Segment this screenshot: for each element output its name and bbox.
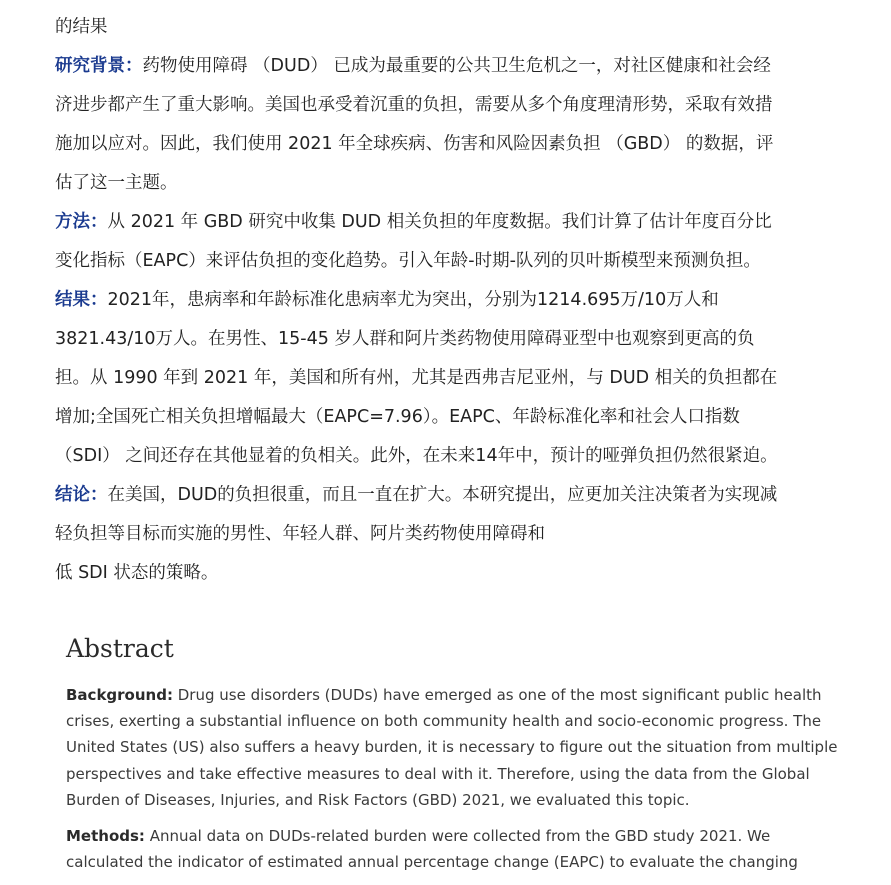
cn-text: 施加以应对。因此，我们使用 2021 年全球疾病、伤害和风险因素负担 （GBD） 的数据，评 [55, 134, 774, 154]
cn-text: 增加;全国死亡相关负担增幅最大（EAPC=7.96）。EAPC、年龄标准化率和社会人口指数 [55, 407, 740, 427]
cn-text: （SDI） 之间还存在其他显着的负相关。此外，在未来14年中，预计的哑弹负担仍然很紧迫。 [55, 446, 778, 466]
cn-line [55, 281, 865, 320]
cn-text: 担。从 1990 年到 2021 年，美国和所有州，尤其是西弗吉尼亚州，与 DUD 相关的负担都在 [55, 368, 778, 388]
english-abstract [66, 630, 866, 885]
abstract-background [66, 682, 866, 813]
abstract-line [66, 682, 866, 708]
abstract-text: Annual data on DUDs-related burden were collected from the GBD study 2021. We [144, 827, 771, 846]
cn-text: 轻负担等目标而实施的男性、年轻人群、阿片类药物使用障碍和 [55, 524, 545, 544]
cn-line [55, 554, 865, 593]
cn-line [55, 359, 865, 398]
cn-label-background: 研究背景： [55, 56, 143, 76]
cn-line [55, 242, 865, 281]
cn-text: 济进步都产生了重大影响。美国也承受着沉重的负担，需要从多个角度理清形势，采取有效措 [55, 95, 773, 115]
abstract-methods [66, 823, 866, 875]
cn-line [55, 515, 865, 554]
abstract-line: calculated the indicator of estimated annual percentage change (EAPC) to evaluate the changing [66, 853, 798, 872]
abstract-text: Drug use disorders (DUDs) have emerged as one of the most significant public health [172, 686, 822, 704]
cn-text: 从 2021 年 GBD 研究中收集 DUD 相关负担的年度数据。我们计算了估计年度百分比 [107, 212, 772, 232]
cn-line [55, 8, 865, 47]
cn-text: 变化指标（EAPC）来评估负担的变化趋势。引入年龄-时期-队列的贝叶斯模型来预测负担。 [55, 251, 761, 271]
cn-line [55, 476, 865, 515]
cn-text: 低 SDI 状态的策略。 [55, 563, 219, 583]
cn-text: 估了这一主题。 [55, 173, 178, 193]
background-label: Background: [66, 686, 173, 704]
cn-label-methods: 方法： [55, 212, 108, 232]
cn-label-conclusion: 结论： [55, 485, 108, 505]
abstract-line: crises, exerting a substantial influence on both community health and socio-economic progress. The [66, 712, 822, 731]
cn-line [55, 320, 865, 359]
cn-line [55, 164, 865, 203]
cn-line [55, 437, 865, 476]
cn-line [55, 86, 865, 125]
cn-text: 的结果 [55, 17, 108, 37]
chinese-abstract [55, 8, 865, 593]
cn-text: 3821.43/10万人。在男性、15-45 岁人群和阿片类药物使用障碍亚型中也观察到更高的负 [55, 329, 755, 349]
cn-line [55, 125, 865, 164]
cn-line [55, 47, 865, 86]
abstract-line: Burden of Diseases, Injuries, and Risk Factors (GBD) 2021, we evaluated this topic. [66, 790, 690, 809]
abstract-line [66, 823, 866, 849]
cn-line [55, 398, 865, 437]
cn-text: 在美国，DUD的负担很重，而且一直在扩大。本研究提出，应更加关注决策者为实现减 [107, 485, 778, 505]
cn-label-results: 结果： [55, 290, 108, 310]
cn-text: 药物使用障碍 （DUD） 已成为最重要的公共卫生危机之一，对社区健康和社会经 [142, 56, 771, 76]
cn-text: 2021年，患病率和年龄标准化患病率尤为突出，分别为1214.695万/10万人和 [107, 290, 719, 310]
abstract-line: United States (US) also suffers a heavy burden, it is necessary to figure out the situation from multiple [66, 738, 838, 757]
abstract-title: Abstract [66, 634, 174, 663]
methods-label: Methods: [66, 827, 145, 846]
cn-line [55, 203, 865, 242]
abstract-line: perspectives and take effective measures to deal with it. Therefore, using the data from the Global [66, 764, 810, 783]
